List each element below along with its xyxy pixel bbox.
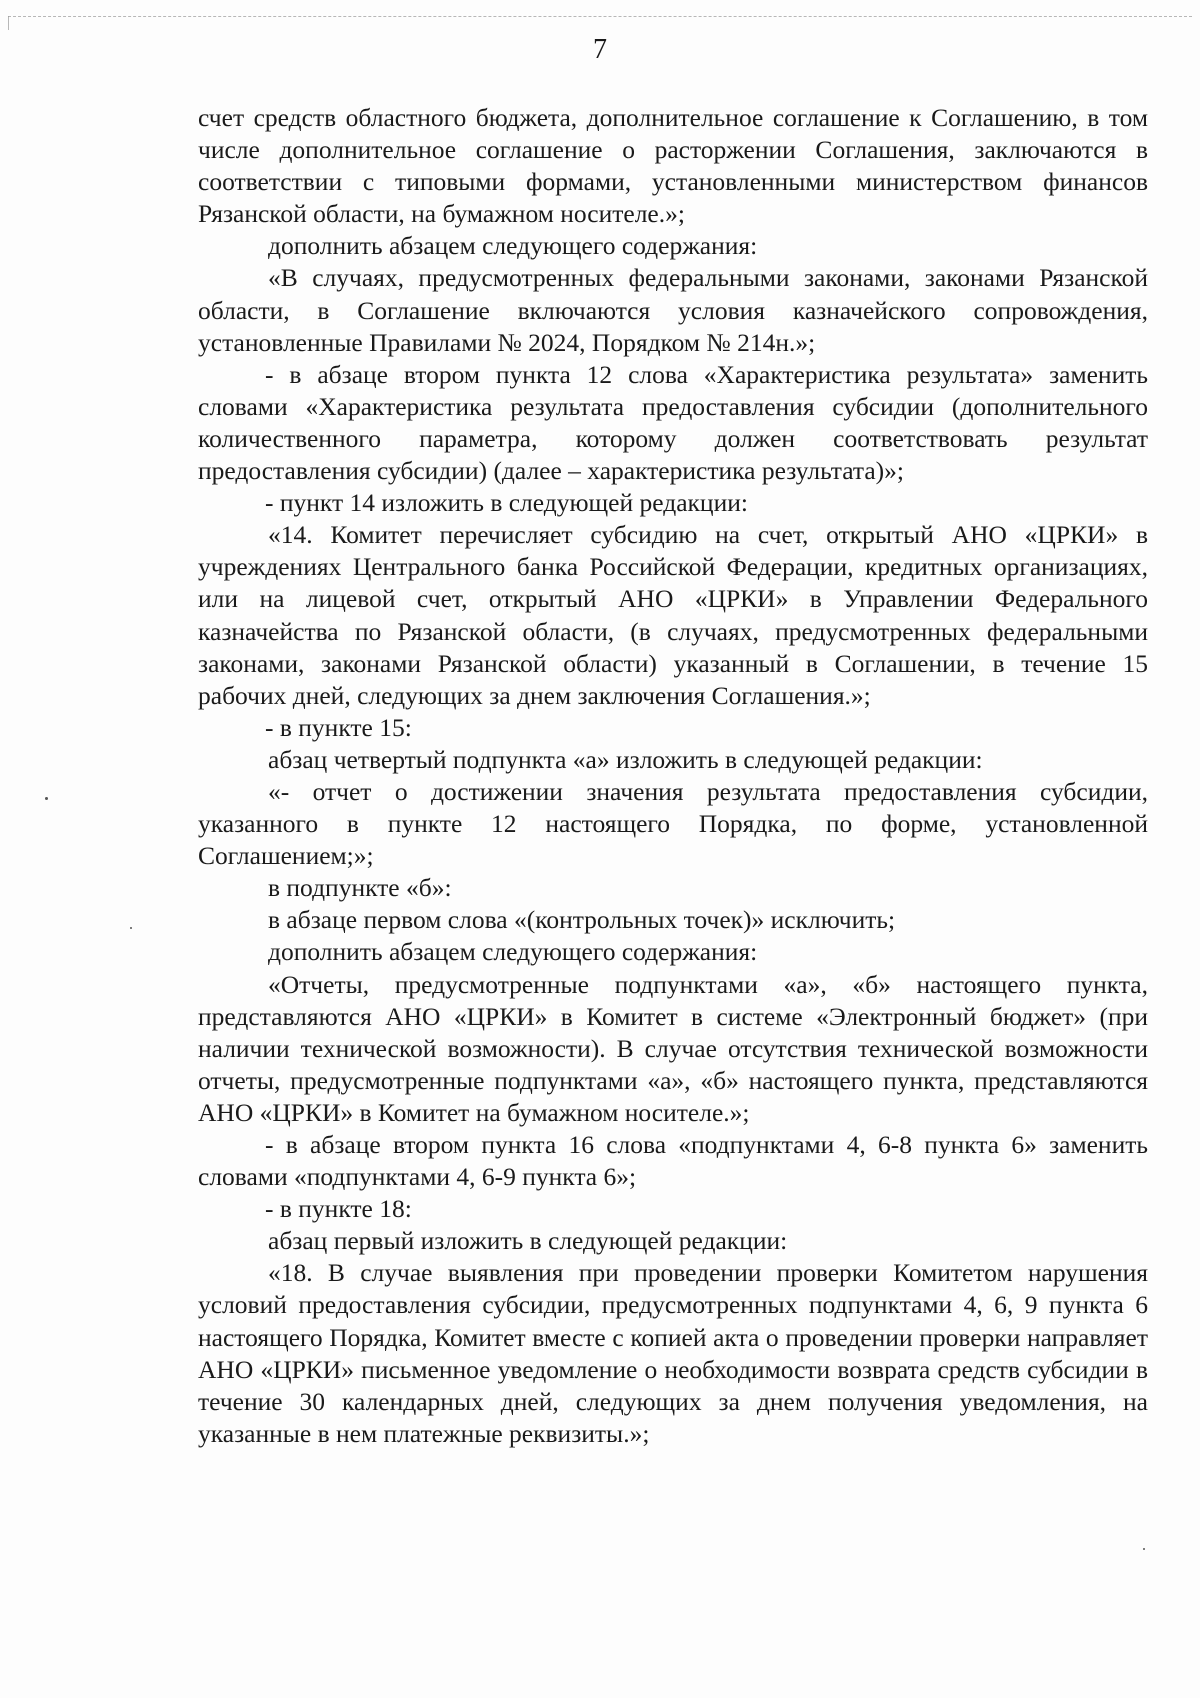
page-number: 7 [593,34,607,65]
paragraph: в абзаце первом слова «(контрольных точек)» исключить; [268,905,896,935]
paragraph: «14. Комитет перечисляет субсидию на счет, открытый АНО «ЦРКИ» в учреждениях Центрального банка Российской Федерации, кредитных организациях, или на лицевой счет, открытый АНО «ЦРКИ» в Управлении Федерального казначейства по Рязанской области, (в случаях, предусмотренных федеральными законами, законами Рязанской области) указанный в Соглашении, в течение 15 рабочих дней, следующих за днем заключения Соглашения.»; [198,520,1148,710]
scan-top-border [8,16,1192,17]
paragraph: «- отчет о достижении значения результата предоставления субсидии, указанного в пункте 12 настоящего Порядка, по форме, установленной Соглашением;»; [198,776,1148,871]
paragraph: «В случаях, предусмотренных федеральными законами, законами Рязанской области, в Соглашение включаются условия казначейского сопровождения, установленные Правилами № 2024, Порядком № 214н.»; [198,263,1148,357]
scan-speck [1143,1548,1145,1550]
paragraph: в подпункте «б»: [268,873,452,903]
paragraph: дополнить абзацем следующего содержания: [268,231,758,261]
paragraph: - в абзаце втором пункта 16 слова «подпунктами 4, 6-8 пункта 6» заменить словами «подпунктами 4, 6-9 пункта 6»; [198,1130,1148,1192]
scan-speck [45,797,48,800]
paragraph: абзац первый изложить в следующей редакции: [268,1226,788,1256]
document-body [198,102,1148,1450]
paragraph: «Отчеты, предусмотренные подпунктами «а», «б» настоящего пункта, представляются АНО «ЦРКИ» в Комитет в системе «Электронный бюджет» (при наличии технической возможности). В случае отсутствия технической возможности отчеты, предусмотренные подпунктами «а», «б» настоящего пункта, представляются АНО «ЦРКИ» в Комитет на бумажном носителе.»; [198,969,1148,1127]
paragraph: - пункт 14 изложить в следующей редакции: [265,488,748,518]
paragraph: «18. В случае выявления при проведении проверки Комитетом нарушения условий предоставления субсидии, предусмотренных подпунктами 4, 6, 9 пункта 6 настоящего Порядка, Комитет вместе с копией акта о проведении проверки направляет АНО «ЦРКИ» письменное уведомление о необходимости возврата средств субсидии в течение 30 календарных дней, следующих за днем получения уведомления, на указанные в нем платежные реквизиты.»; [198,1258,1148,1448]
paragraph: - в абзаце втором пункта 12 слова «Характеристика результата» заменить словами «Характеристика результата предоставления субсидии (дополнительного количественного параметра, которому должен соответствовать результат предоставления субсидии) (далее – характеристика результата)»; [198,359,1148,486]
paragraph: дополнить абзацем следующего содержания: [268,937,758,967]
paragraph: абзац четвертый подпункта «а» изложить в следующей редакции: [268,744,983,774]
scan-speck [130,927,132,929]
paragraph-continuation: счет средств областного бюджета, дополнительное соглашение к Соглашению, в том числе дополнительное соглашение о расторжении Соглашения, заключаются в соответствии с типовыми формами, установленными министерством финансов Рязанской области, на бумажном носителе.»; [198,103,1148,229]
paragraph: - в пункте 15: [265,712,412,742]
paragraph: - в пункте 18: [265,1194,412,1224]
scan-left-border [8,16,9,30]
